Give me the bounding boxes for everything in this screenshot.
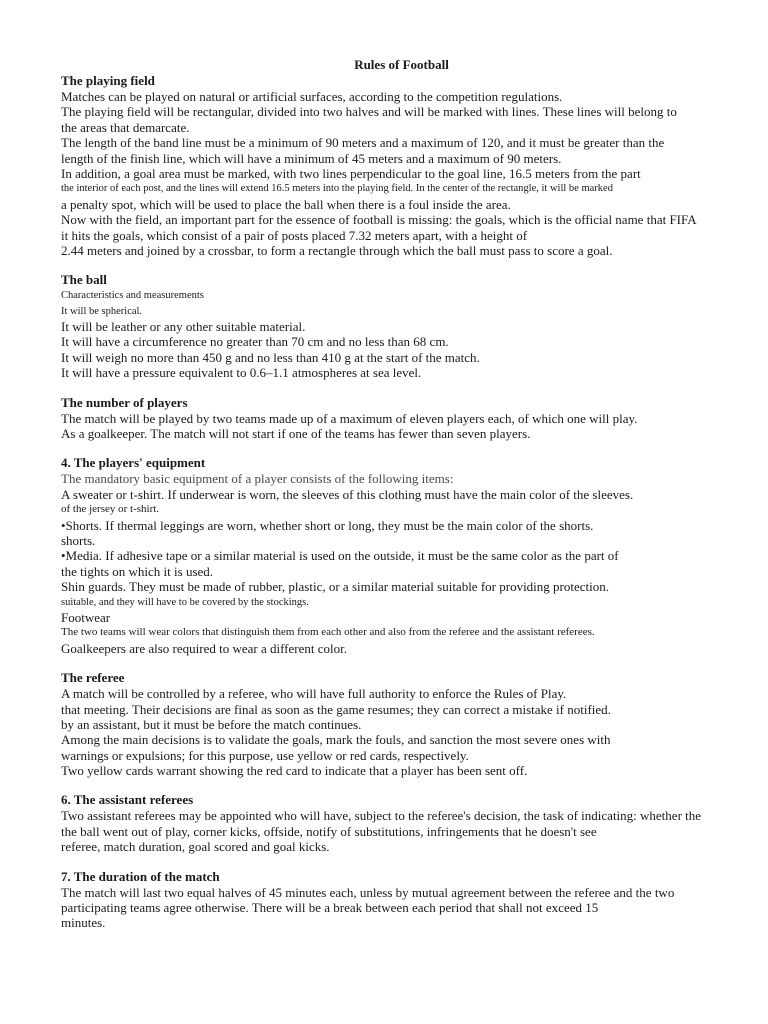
referee-line: that meeting. Their decisions are final as soon as the game resumes; they can correct a mistake if notified. xyxy=(61,701,611,717)
field-line: the areas that demarcate. xyxy=(61,119,190,135)
field-line: 2.44 meters and joined by a crossbar, to form a rectangle through which the ball must pass to score a goal. xyxy=(61,242,613,258)
equipment-line: of the jersey or t-shirt. xyxy=(61,503,160,516)
equipment-line: suitable, and they will have to be covered by the stockings. xyxy=(61,596,309,608)
referee-line: Two yellow cards warrant showing the red card to indicate that a player has been sent off. xyxy=(61,763,528,779)
ball-line: It will have a circumference no greater than 70 cm and no less than 68 cm. xyxy=(61,334,449,350)
heading-players-equipment: 4. The players' equipment xyxy=(61,455,206,471)
heading-playing-field: The playing field xyxy=(61,73,155,88)
field-line: In addition, a goal area must be marked, with two lines perpendicular to the goal line, 16.5 meters from the part xyxy=(61,165,641,181)
heading-assistant-referees: 6. The assistant referees xyxy=(61,792,194,808)
field-line: the interior of each post, and the lines will extend 16.5 meters into the playing field. In the center of the rectangle, it will be marked xyxy=(61,183,613,195)
duration-line: participating teams agree otherwise. There will be a break between each period that shall not exceed 15 xyxy=(61,900,599,916)
players-line: As a goalkeeper. The match will not start if one of the teams has fewer than seven players. xyxy=(61,426,531,442)
assistants-line: referee, match duration, goal scored and goal kicks. xyxy=(61,839,330,855)
ball-line: Characteristics and measurements xyxy=(61,290,204,302)
assistants-line: Two assistant referees may be appointed who will have, subject to the referee's decision, the task of indicating: whether the xyxy=(61,808,702,824)
heading-number-of-players: The number of players xyxy=(61,394,188,410)
equipment-line: the tights on which it is used. xyxy=(61,563,214,579)
referee-line: A match will be controlled by a referee, who will have full authority to enforce the Rules of Play. xyxy=(61,686,567,702)
equipment-line: A sweater or t-shirt. If underwear is worn, the sleeves of this clothing must have the main color of the sleeves. xyxy=(61,486,634,502)
field-line: it hits the goals, which consist of a pair of posts placed 7.32 meters apart, with a height of xyxy=(61,227,528,243)
field-line: The playing field will be rectangular, divided into two halves and will be marked with lines. These lines will belong to xyxy=(61,104,677,120)
referee-line: Among the main decisions is to validate the goals, mark the fouls, and sanction the most severe ones with xyxy=(61,732,611,748)
document-title: Rules of Football xyxy=(354,57,449,72)
equipment-line: Goalkeepers are also required to wear a different color. xyxy=(61,640,347,656)
field-line: Matches can be played on natural or artificial surfaces, according to the competition regulations. xyxy=(61,89,563,104)
heading-referee: The referee xyxy=(61,670,125,686)
equipment-line: The mandatory basic equipment of a player consists of the following items: xyxy=(61,471,454,487)
referee-line: warnings or expulsions; for this purpose, use yellow or red cards, respectively. xyxy=(61,747,469,763)
ball-line: It will weigh no more than 450 g and no less than 410 g at the start of the match. xyxy=(61,349,480,365)
ball-line: It will be leather or any other suitable material. xyxy=(61,319,306,335)
equipment-line: shorts. xyxy=(61,532,96,548)
equipment-line: Shin guards. They must be made of rubber, plastic, or a similar material suitable for providing protection. xyxy=(61,579,609,595)
assistants-line: the ball went out of play, corner kicks, offside, notify of substitutions, infringements that he doesn't see xyxy=(61,823,597,839)
field-line: a penalty spot, which will be used to place the ball when there is a foul inside the area. xyxy=(61,196,511,212)
ball-line: It will have a pressure equivalent to 0.6–1.1 atmospheres at sea level. xyxy=(61,365,422,381)
document-page xyxy=(61,57,741,931)
field-line: length of the finish line, which will have a minimum of 45 meters and a maximum of 90 meters. xyxy=(61,150,562,166)
equipment-line: Footwear xyxy=(61,609,111,625)
equipment-line: •Shorts. If thermal leggings are worn, whether short or long, they must be the main color of the shorts. xyxy=(61,517,594,533)
heading-ball: The ball xyxy=(61,272,107,288)
ball-line: It will be spherical. xyxy=(61,305,143,317)
field-line: Now with the field, an important part for the essence of football is missing: the goals, which is the official name that FIFA xyxy=(61,212,697,228)
equipment-line: •Media. If adhesive tape or a similar material is used on the outside, it must be the same color as the part of xyxy=(61,548,619,564)
field-line: The length of the band line must be a minimum of 90 meters and a maximum of 120, and it must be greater than the xyxy=(61,135,665,151)
players-line: The match will be played by two teams made up of a maximum of eleven players each, of which one will play. xyxy=(61,410,638,426)
heading-match-duration: 7. The duration of the match xyxy=(61,868,220,884)
referee-line: by an assistant, but it must be before the match continues. xyxy=(61,716,362,732)
equipment-line: The two teams will wear colors that distinguish them from each other and also from the referee and the assistant referees. xyxy=(61,626,595,639)
duration-line: minutes. xyxy=(61,915,106,931)
duration-line: The match will last two equal halves of 45 minutes each, unless by mutual agreement between the referee and the two xyxy=(61,884,675,900)
